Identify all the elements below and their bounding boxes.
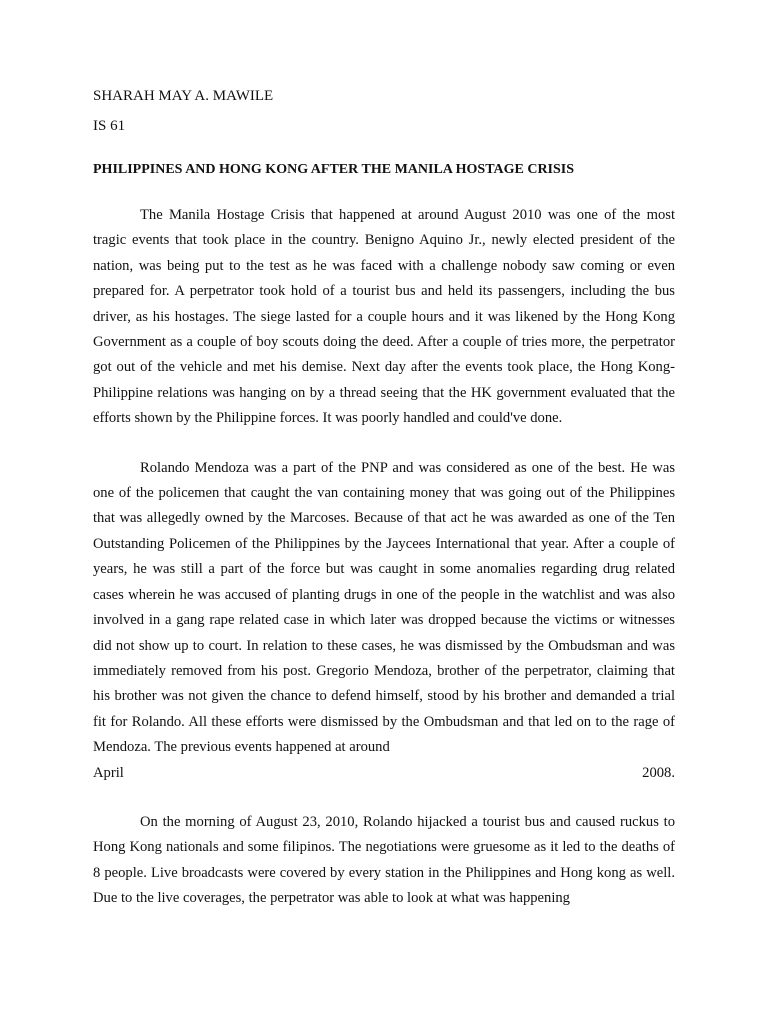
paragraph-spacer: [93, 432, 675, 456]
paragraph-spacer: [93, 786, 675, 810]
paragraph-3: On the morning of August 23, 2010, Rolando hijacked a tourist bus and caused ruckus to Hong Kong nationals and some filipinos. The negotiations were gruesome as it led to the deaths of 8 people. Live broadcasts were covered by every station in the Philippines and Hong kong as well. Due to the live coverages, the perpetrator was able to look at what was happening: [93, 813, 675, 907]
paragraph-2-year: 2008.: [642, 764, 675, 781]
document-body: [93, 86, 675, 912]
paragraph-2: Rolando Mendoza was a part of the PNP and was considered as one of the best. He was one of the policemen that caught the van containing money that was going out of the Philippines that was allegedly owned by the Marcoses. Because of that act he was awarded as one of the Ten Outstanding Policemen of the Philippines by the Jaycees International that year. After a couple of years, he was still a part of the force but was caught in some anomalies regarding drug related cases wherein he was accused of planting drugs in one of the people in the watchlist and was also involved in a gang rape related case in which later was dropped because the victims or witnesses did not show up to court. In relation to these cases, he was dismissed by the Ombudsman and was immediately removed from his post. Gregorio Mendoza, brother of the perpetrator, claiming that his brother was not given the chance to defend himself, stood by his brother and demanded a trial fit for Rolando. All these efforts were dismissed by the Ombudsman and that led on to the rage of Mendoza. The previous events happened at around: [93, 459, 675, 756]
paragraph-1: The Manila Hostage Crisis that happened at around August 2010 was one of the most tragic events that took place in the country. Benigno Aquino Jr., newly elected president of the nation, was being put to the test as he was faced with a challenge nobody saw coming or even prepared for. A perpetrator took hold of a tourist bus and held its passengers, including the bus driver, as his hostages. The siege lasted for a couple hours and it was likened by the Hong Kong Government as a couple of boy scouts doing the deed. After a couple of tries more, the perpetrator got out of the vehicle and met his demise. Next day after the events took place, the Hong Kong-Philippine relations was hanging on by a thread seeing that the HK government evaluated that the efforts shown by the Philippine forces. It was poorly handled and could've done.: [93, 207, 675, 427]
paragraph-2-last-line: [93, 761, 675, 786]
course-code: IS 61: [93, 118, 126, 134]
author-name: SHARAH MAY A. MAWILE: [93, 88, 274, 104]
paragraph-2-month: April: [93, 764, 124, 781]
document-title: PHILIPPINES AND HONG KONG AFTER THE MANILA HOSTAGE CRISIS: [93, 162, 575, 177]
